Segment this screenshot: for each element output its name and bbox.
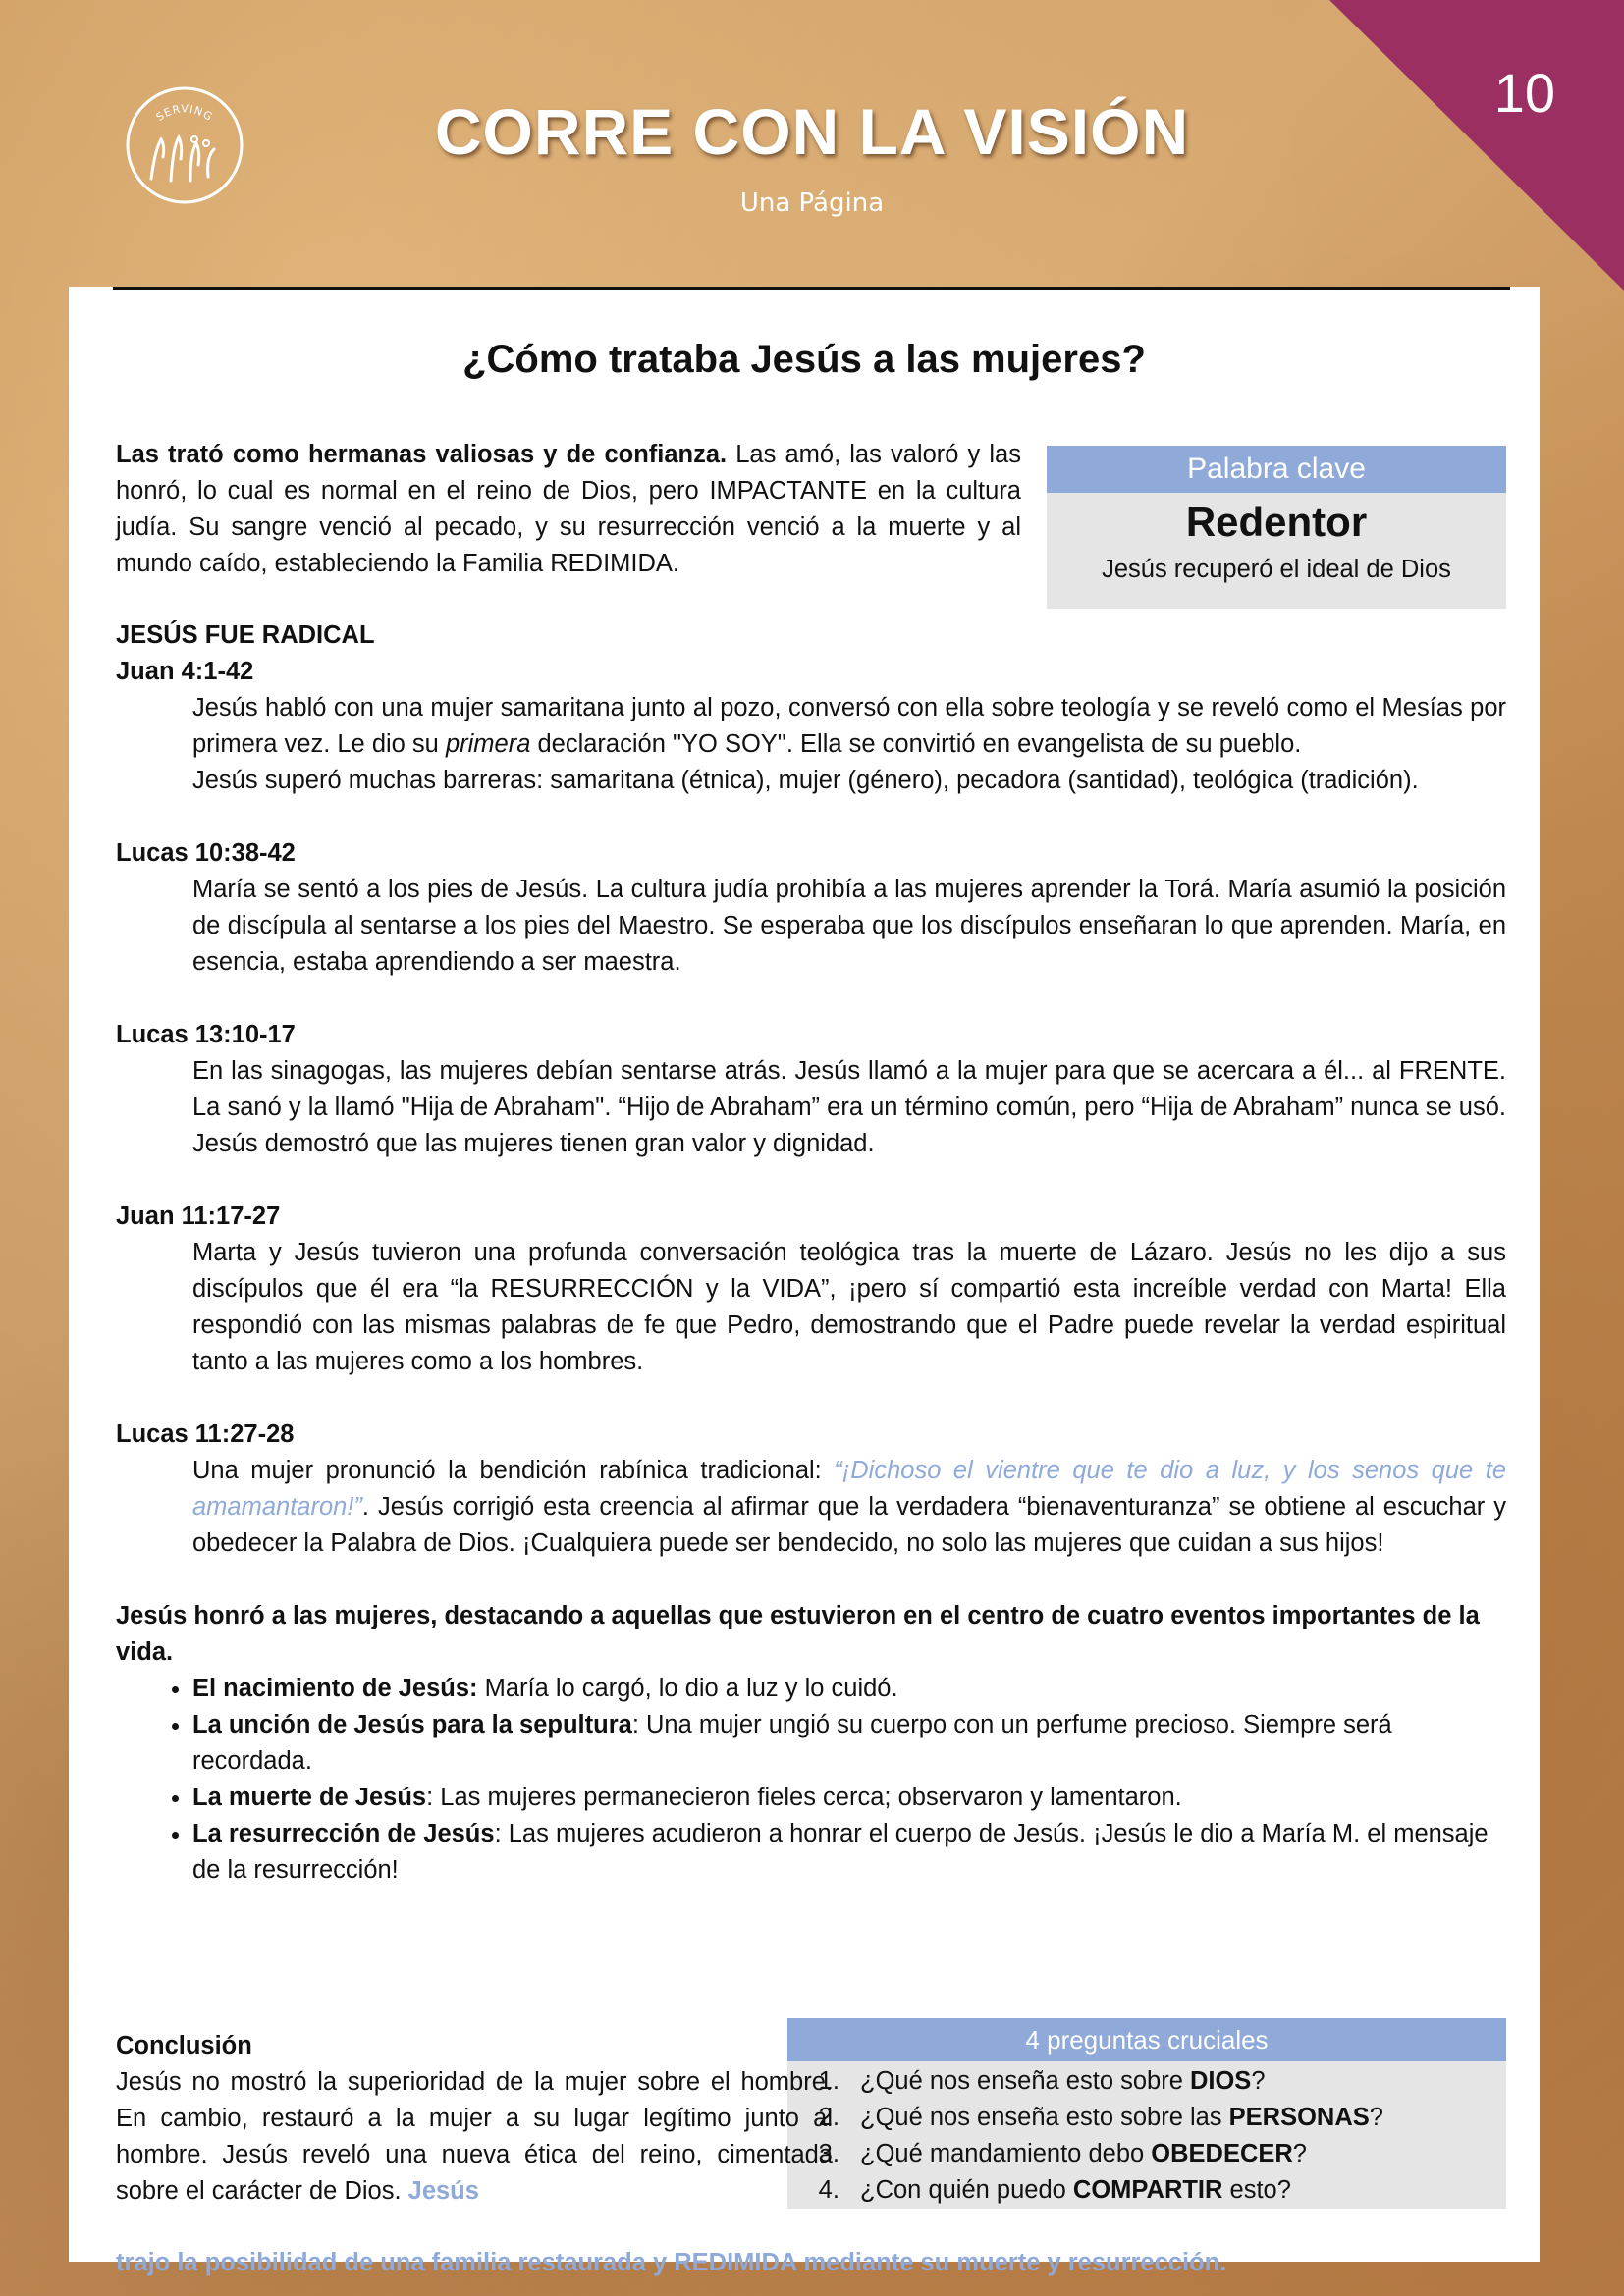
passage-text: Marta y Jesús tuvieron una profunda conversación teológica tras la muerte de Lázaro. Jesús no les dijo a sus discípulos que él era “la RESURRECCIÓN y la VIDA”, ¡pero sí compartió esta increíble verdad con Marta! Ella respondió con las mismas palabras de fe que Pedro, demostrando que el Padre puede revelar la verdad espiritual tanto a las mujeres como a los hombres. [192, 1239, 1506, 1375]
list-item-text: María lo cargó, lo dio a luz y lo cuidó. [477, 1675, 898, 1702]
list-item [846, 2172, 1506, 2209]
list-item-text: : Las mujeres acudieron a honrar el cuerpo de Jesús. ¡Jesús le dio a María M. el mensaje de la resurrección! [192, 1820, 1489, 1884]
list-item-bold: La resurrección de Jesús [192, 1820, 495, 1847]
keyword-word: Redentor [1185, 499, 1368, 545]
main-heading: ¿Cómo trataba Jesús a las mujeres? [462, 338, 1146, 381]
list-item [192, 1816, 1506, 1889]
passage-text: Jesús superó muchas barreras: samaritana (étnica), mujer (género), pecadora (santidad), teológica (tradición). [192, 767, 1419, 794]
list-item-bold: La unción de Jesús para la sepultura [192, 1711, 632, 1738]
passage-ref: Lucas 13:10-17 [116, 1021, 296, 1048]
keyword-box-header: Palabra clave [1047, 446, 1506, 493]
list-item-text: : Una mujer ungió su cuerpo con un perfume precioso. Siempre será recordada. [192, 1711, 1392, 1775]
list-item [192, 1780, 1506, 1816]
questions-list [787, 2063, 1506, 2209]
questions-box [787, 2018, 1506, 2209]
intro-text: Las amó, las valoró y las honró, lo cual es normal en el reino de Dios, pero IMPACTANTE en la cultura judía. Su sangre venció al pecado, y su resurrección venció a la muerte y al mundo caído, estableciendo la Familia REDIMIDA. [116, 441, 1021, 577]
conclusion-highlight-line: trajo la posibilidad de una familia restaurada y REDIMIDA mediante su muerte y resurrección. [116, 2249, 1227, 2276]
question-bold: DIOS [1189, 2067, 1252, 2095]
questions-box-header: 4 preguntas cruciales [787, 2018, 1506, 2061]
intro-bold: Las trató como hermanas valiosas y de confianza. [116, 441, 728, 468]
question-bold: OBEDECER [1151, 2140, 1293, 2167]
page-number: 10 [1493, 62, 1555, 124]
top-rule [113, 287, 1510, 290]
passage-text-part: Una mujer pronunció la bendición rabínica tradicional: [192, 1457, 835, 1484]
list-item [192, 1671, 1506, 1707]
passage-text: En las sinagogas, las mujeres debían sentarse atrás. Jesús llamó a la mujer para que se acercara a él... al FRENTE. La sanó y la llamó "Hija de Abraham". “Hijo de Abraham” era un término común, pero “Hija de Abraham” nunca se usó. Jesús demostró que las mujeres tienen gran valor y dignidad. [192, 1057, 1506, 1157]
passage-text-part: Jesús habló con una mujer samaritana junto al pozo, conversó con ella sobre teología y se reveló como el Mesías por primera vez. Le dio su [192, 694, 1506, 758]
intro-paragraph [116, 437, 1021, 582]
passage-text: María se sentó a los pies de Jesús. La cultura judía prohibía a las mujeres aprender la Torá. María asumió la posición de discípula al sentarse a los pies del Maestro. Se esperaba que los discípulos enseñaran lo que aprenden. María, en esencia, estaba aprendiendo a ser maestra. [192, 876, 1506, 976]
passage-ref: Juan 4:1-42 [116, 658, 254, 685]
page-subtitle: Una Página [739, 188, 885, 218]
list-item-text: : Las mujeres permanecieron fieles cerca; observaron y lamentaron. [426, 1784, 1182, 1811]
logo-text: SERVING [153, 102, 216, 125]
question-bold: PERSONAS [1228, 2104, 1370, 2131]
question-text: ? [1369, 2104, 1383, 2131]
passage-text-part: . Jesús corrigió esta creencia al afirmar que la verdadera “bienaventuranza” se obtiene al escuchar y obedecer la Palabra de Dios. ¡Cualquiera puede ser bendecido, no solo las mujeres que cuidan a sus hijos! [192, 1493, 1506, 1557]
list-item-bold: El nacimiento de Jesús: [192, 1675, 478, 1702]
passages-section [116, 617, 1506, 1889]
list-item [192, 1707, 1506, 1780]
question-text: ¿Qué nos enseña esto sobre las [860, 2104, 1229, 2131]
question-bold: COMPARTIR [1072, 2176, 1223, 2204]
passage-quote: “¡Dichoso el vientre que te dio a luz, y los senos que te amamantaron!” [192, 1457, 1507, 1521]
content-sheet [69, 287, 1540, 2276]
passage-ref: Juan 11:17-27 [116, 1202, 281, 1230]
list-item [846, 2063, 1506, 2100]
passage-ref: Lucas 11:27-28 [116, 1420, 295, 1448]
list-item-bold: La muerte de Jesús [192, 1784, 427, 1811]
passage-emphasis: primera [445, 730, 531, 758]
keyword-box [1047, 446, 1506, 609]
honor-lead: Jesús honró a las mujeres, destacando a aquellas que estuvieron en el centro de cuatro eventos importantes de la vida. [116, 1602, 1480, 1666]
conclusion-title: Conclusión [116, 2032, 252, 2059]
conclusion-text: Jesús no mostró la superioridad de la mujer sobre el hombre. En cambio, restauró a la mujer a su lugar legítimo junto al hombre. Jesús reveló una nueva ética del reino, cimentada sobre el carácter de Dios. [116, 2068, 833, 2205]
passage-text [116, 690, 1506, 763]
passage-text [116, 1453, 1506, 1562]
section-title: JESÚS FUE RADICAL [116, 621, 375, 649]
keyword-subtitle: Jesús recuperó el ideal de Dios [1102, 556, 1451, 583]
question-text: esto? [1222, 2176, 1291, 2204]
question-text: ¿Qué mandamiento debo [860, 2140, 1152, 2167]
page-title: CORRE CON LA VISIÓN [434, 95, 1190, 168]
question-text: ¿Con quién puedo [860, 2176, 1073, 2204]
honor-list [116, 1671, 1506, 1889]
list-item [846, 2100, 1506, 2136]
conclusion [116, 2028, 833, 2210]
question-text: ? [1251, 2067, 1266, 2095]
list-item [846, 2136, 1506, 2172]
passage-text-part: declaración "YO SOY". Ella se convirtió en evangelista de su pueblo. [530, 730, 1302, 758]
conclusion-highlight: Jesús [407, 2177, 479, 2205]
question-text: ¿Qué nos enseña esto sobre [860, 2067, 1190, 2095]
question-text: ? [1292, 2140, 1307, 2167]
passage-ref: Lucas 10:38-42 [116, 839, 296, 867]
